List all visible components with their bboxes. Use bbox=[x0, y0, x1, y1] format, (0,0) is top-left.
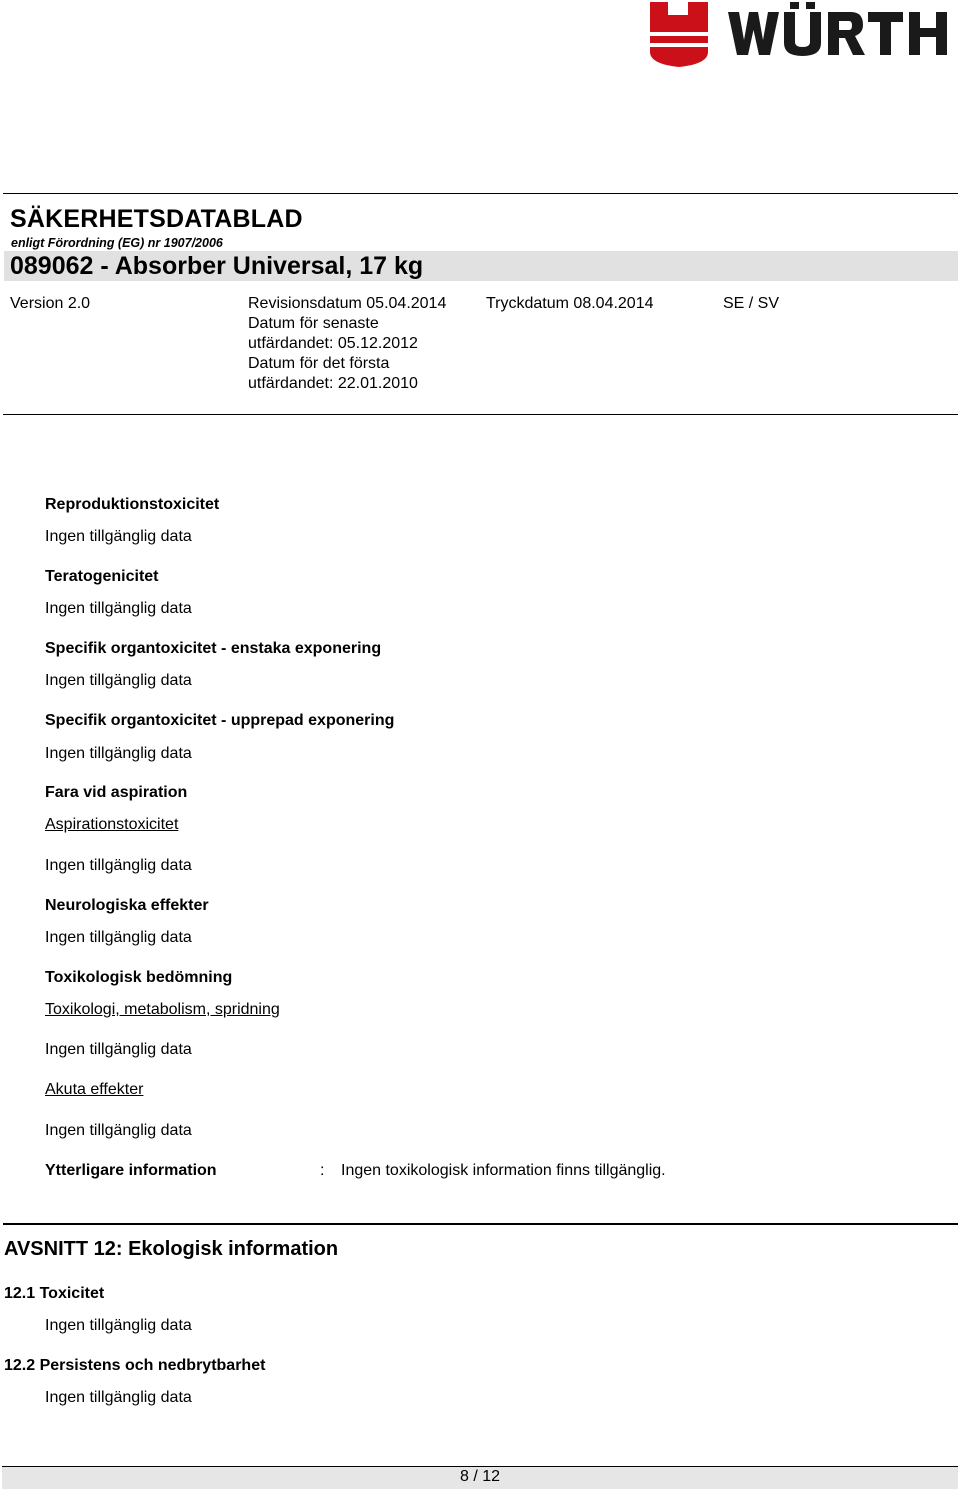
first-issue-value: utfärdandet: 22.01.2010 bbox=[248, 375, 418, 392]
page-number: 8 / 12 bbox=[459, 1468, 501, 1485]
further-info-value: Ingen toxikologisk information finns tillgänglig. bbox=[341, 1162, 666, 1179]
aspiration-subheading: Aspirationstoxicitet bbox=[45, 816, 179, 833]
stot-single-heading: Specifik organtoxicitet - enstaka exponering bbox=[45, 640, 382, 657]
header-bottom-rule bbox=[3, 414, 958, 415]
neuro-heading: Neurologiska effekter bbox=[45, 897, 209, 914]
further-info-label: Ytterligare information bbox=[45, 1162, 217, 1179]
wurth-logo bbox=[648, 0, 958, 70]
tox-metabolism-value: Ingen tillgänglig data bbox=[45, 1041, 192, 1058]
acute-effects-value: Ingen tillgänglig data bbox=[45, 1122, 192, 1139]
stot-single-value: Ingen tillgänglig data bbox=[45, 672, 192, 689]
first-issue-label: Datum för det första bbox=[248, 355, 390, 372]
section-rule bbox=[3, 1223, 958, 1225]
further-info-colon: : bbox=[320, 1162, 325, 1179]
language-code: SE / SV bbox=[723, 295, 780, 312]
persistence-value: Ingen tillgänglig data bbox=[45, 1389, 192, 1406]
tox-metabolism-subheading: Toxikologi, metabolism, spridning bbox=[45, 1001, 280, 1018]
print-date: Tryckdatum 08.04.2014 bbox=[486, 295, 654, 312]
aspiration-value: Ingen tillgänglig data bbox=[45, 857, 192, 874]
wurth-logo-graphic bbox=[648, 0, 958, 70]
persistence-heading: 12.2 Persistens och nedbrytbarhet bbox=[4, 1357, 266, 1374]
toxicity-heading: 12.1 Toxicitet bbox=[4, 1285, 105, 1302]
aspiration-heading: Fara vid aspiration bbox=[45, 784, 188, 801]
revision-date: Revisionsdatum 05.04.2014 bbox=[248, 295, 447, 312]
reprotox-heading: Reproduktionstoxicitet bbox=[45, 496, 220, 513]
reprotox-value: Ingen tillgänglig data bbox=[45, 528, 192, 545]
regulation-subtitle: enligt Förordning (EG) nr 1907/2006 bbox=[11, 236, 223, 250]
stot-repeat-value: Ingen tillgänglig data bbox=[45, 745, 192, 762]
last-issue-value: utfärdandet: 05.12.2012 bbox=[248, 335, 418, 352]
document-title: SÄKERHETSDATABLAD bbox=[10, 205, 303, 233]
last-issue-label: Datum för senaste bbox=[248, 315, 379, 332]
product-name: 089062 - Absorber Universal, 17 kg bbox=[10, 252, 424, 280]
neuro-value: Ingen tillgänglig data bbox=[45, 929, 192, 946]
tox-assessment-heading: Toxikologisk bedömning bbox=[45, 969, 233, 986]
terato-value: Ingen tillgänglig data bbox=[45, 600, 192, 617]
section12-heading: AVSNITT 12: Ekologisk information bbox=[4, 1238, 339, 1260]
terato-heading: Teratogenicitet bbox=[45, 568, 159, 585]
acute-effects-subheading: Akuta effekter bbox=[45, 1081, 144, 1098]
header-top-rule bbox=[3, 193, 958, 194]
toxicity-value: Ingen tillgänglig data bbox=[45, 1317, 192, 1334]
stot-repeat-heading: Specifik organtoxicitet - upprepad exponering bbox=[45, 712, 395, 729]
version: Version 2.0 bbox=[10, 295, 91, 312]
